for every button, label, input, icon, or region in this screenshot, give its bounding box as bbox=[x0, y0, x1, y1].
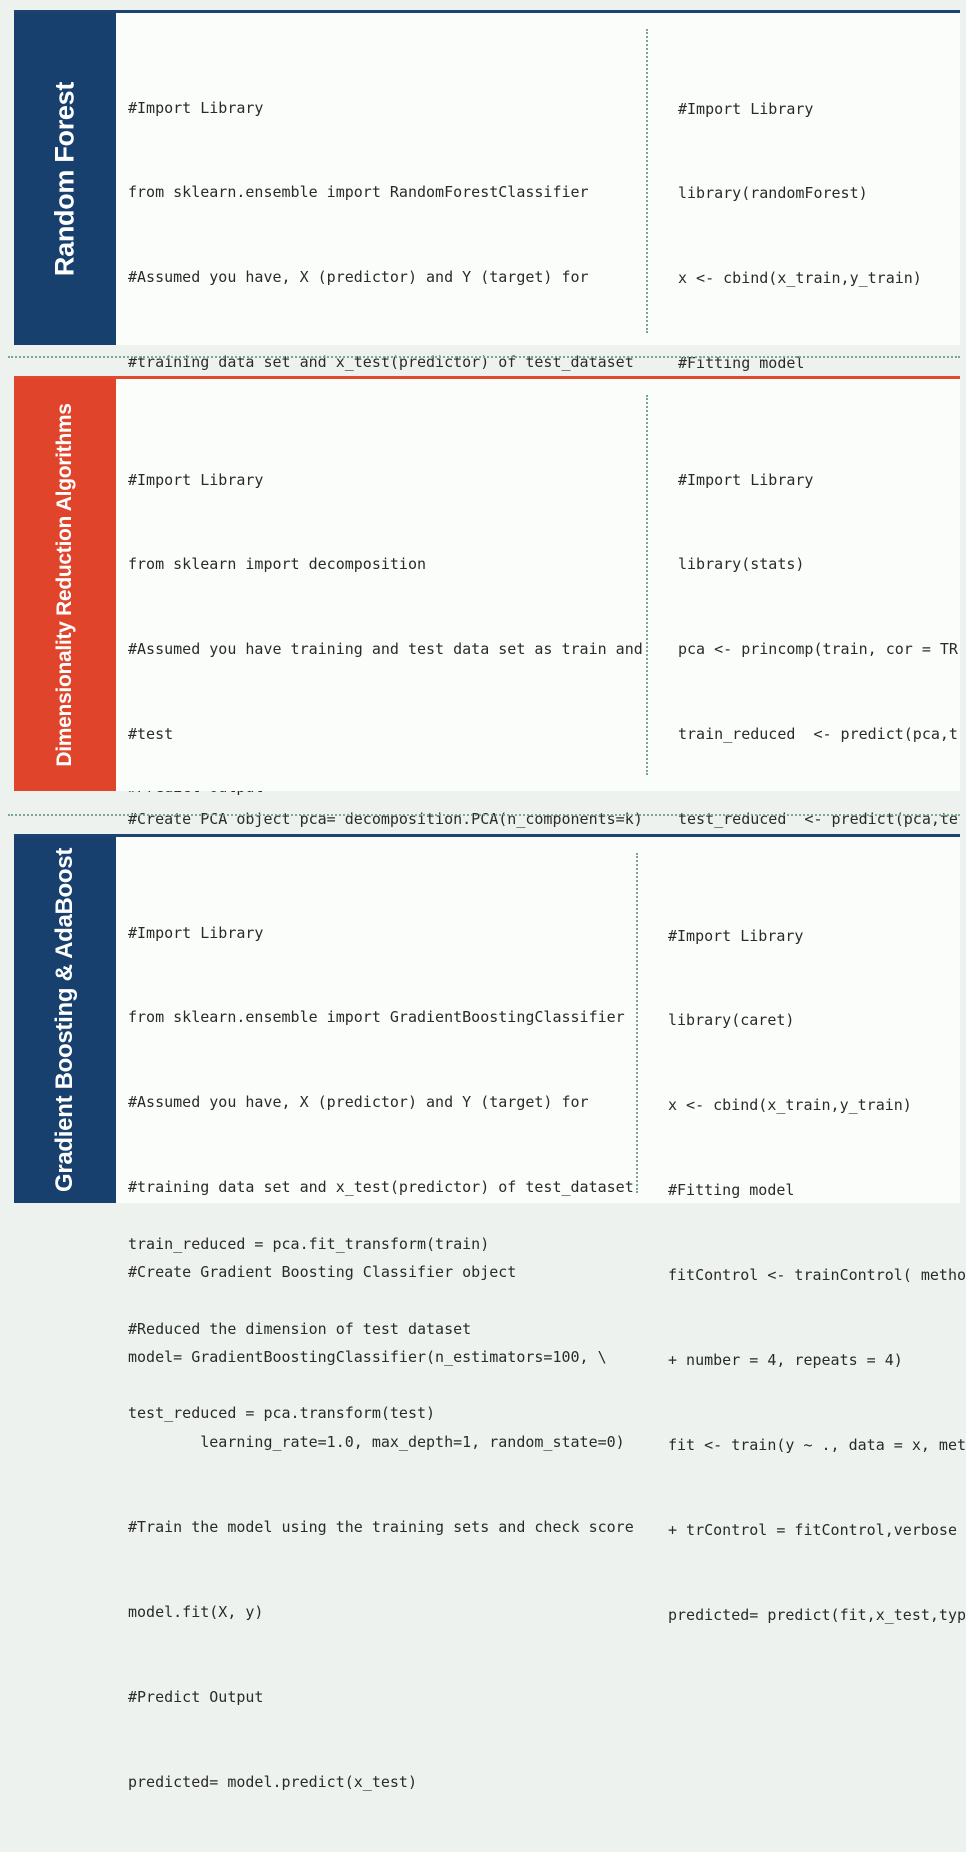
code-line: #Create Gradient Boosting Classifier object bbox=[128, 1263, 517, 1282]
code-line: test_reduced <- predict(pca,te bbox=[678, 810, 958, 829]
code-line: #Import Library bbox=[128, 470, 264, 489]
section-random-forest bbox=[14, 10, 960, 373]
code-line: #Import Library bbox=[678, 99, 814, 118]
code-line: model= GradientBoostingClassifier(n_estimators=100, \ bbox=[128, 1348, 607, 1367]
code-line: from sklearn.ensemble import RandomForestClassifier bbox=[128, 183, 589, 202]
code-line: library(stats) bbox=[678, 555, 805, 574]
r-code-block bbox=[678, 409, 958, 890]
code-line: x <- cbind(x_train,y_train) bbox=[678, 269, 922, 288]
code-line: library(caret) bbox=[668, 1011, 795, 1030]
code-line: train_reduced <- predict(pca,t bbox=[678, 725, 958, 744]
code-line: #Fitting model bbox=[668, 1181, 795, 1200]
code-line: test_reduced = pca.transform(test) bbox=[128, 1404, 436, 1423]
code-line: #Predict Output bbox=[128, 1687, 264, 1706]
code-line: #Train the model using the training sets and check score bbox=[128, 1517, 634, 1536]
column-divider bbox=[646, 395, 648, 775]
code-line: x <- cbind(x_train,y_train) bbox=[668, 1096, 912, 1115]
section-tab bbox=[14, 379, 116, 791]
code-line: model.fit(X, y) bbox=[128, 1602, 264, 1621]
code-line: #Create PCA object pca= decomposition.PCA(n_components=k) bbox=[128, 810, 643, 829]
code-line: + number = 4, repeats = 4) bbox=[668, 1351, 903, 1370]
code-line: pca <- princomp(train, cor = TR bbox=[678, 640, 958, 659]
code-line: predicted= predict(fit,x_test,typ bbox=[668, 1605, 966, 1624]
python-code-block bbox=[128, 862, 634, 1852]
code-line: #Import Library bbox=[678, 470, 814, 489]
section-tab bbox=[14, 13, 116, 345]
code-line: + trControl = fitControl,verbose bbox=[668, 1520, 957, 1539]
code-line: from sklearn.ensemble import GradientBoostingClassifier bbox=[128, 1008, 625, 1027]
section-title: Random Forest bbox=[49, 81, 80, 277]
code-line: #Assumed you have training and test data set as train and bbox=[128, 640, 643, 659]
code-line: fit <- train(y ~ ., data = x, met bbox=[668, 1435, 966, 1454]
code-line: #test bbox=[128, 725, 174, 744]
section-separator bbox=[8, 814, 960, 816]
code-line: predicted= model.predict(x_test) bbox=[128, 1772, 417, 1791]
code-line: fitControl <- trainControl( metho bbox=[668, 1266, 966, 1285]
code-line: #Import Library bbox=[128, 98, 264, 117]
code-line: #Import Library bbox=[128, 923, 264, 942]
code-line: #Assumed you have, X (predictor) and Y (target) for bbox=[128, 1093, 589, 1112]
code-line: #Assumed you have, X (predictor) and Y (target) for bbox=[128, 268, 589, 287]
code-line: train_reduced = pca.fit_transform(train) bbox=[128, 1234, 490, 1253]
section-title: Gradient Boosting & AdaBoost bbox=[51, 847, 78, 1193]
code-line: from sklearn import decomposition bbox=[128, 555, 427, 574]
column-divider bbox=[636, 853, 638, 1193]
code-line: #Import Library bbox=[668, 926, 804, 945]
section-separator bbox=[8, 356, 960, 358]
r-code-block bbox=[668, 865, 966, 1686]
code-line: #Reduced the dimension of test dataset bbox=[128, 1319, 472, 1338]
code-line: #training data set and x_test(predictor) of test_dataset bbox=[128, 1178, 634, 1197]
column-divider bbox=[646, 29, 648, 333]
code-line: learning_rate=1.0, max_depth=1, random_state=0) bbox=[128, 1432, 625, 1451]
section-tab bbox=[14, 837, 116, 1203]
section-title: Dimensionality Reduction Algorithms bbox=[53, 403, 76, 767]
code-line: library(randomForest) bbox=[678, 184, 868, 203]
code-line: #Fitting model bbox=[678, 354, 805, 373]
code-line: #training data set and x_test(predictor) of test_dataset bbox=[128, 353, 634, 372]
